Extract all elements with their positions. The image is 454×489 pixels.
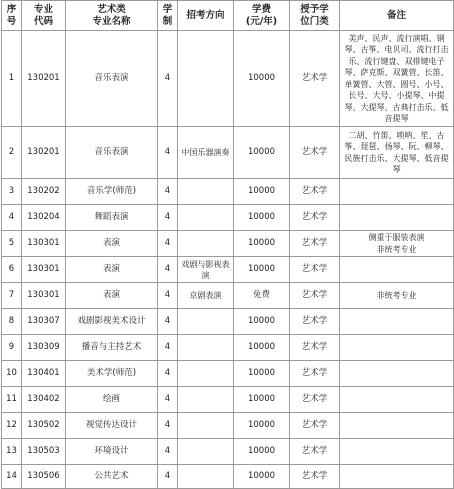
cell-dept: 艺术学 (290, 179, 340, 205)
cell-years: 4 (158, 127, 178, 179)
cell-direction (178, 465, 234, 489)
table-row (2, 465, 454, 489)
cell-direction (178, 439, 234, 465)
cell-code: 130204 (22, 205, 66, 231)
cell-direction (178, 31, 234, 127)
cell-name: 音乐学(师范) (66, 179, 158, 205)
cell-direction: 中国乐器演奏 (178, 127, 234, 179)
cell-name: 美术学(师范) (66, 361, 158, 387)
cell-fee: 10000 (234, 31, 290, 127)
cell-years: 4 (158, 387, 178, 413)
cell-direction (178, 309, 234, 335)
cell-code: 130301 (22, 283, 66, 309)
cell-dept: 艺术学 (290, 309, 340, 335)
cell-years: 4 (158, 31, 178, 127)
cell-note (340, 257, 454, 283)
cell-seq: 2 (2, 127, 22, 179)
cell-dept: 艺术学 (290, 257, 340, 283)
cell-years: 4 (158, 439, 178, 465)
cell-fee: 10000 (234, 127, 290, 179)
table-body (2, 31, 454, 489)
cell-dept: 艺术学 (290, 465, 340, 489)
cell-dept: 艺术学 (290, 335, 340, 361)
cell-seq: 1 (2, 31, 22, 127)
table-row (2, 361, 454, 387)
cell-fee: 10000 (234, 465, 290, 489)
cell-seq: 6 (2, 257, 22, 283)
cell-dept: 艺术学 (290, 127, 340, 179)
cell-note (340, 309, 454, 335)
cell-code: 130202 (22, 179, 66, 205)
cell-name: 表演 (66, 257, 158, 283)
cell-years: 4 (158, 205, 178, 231)
cell-direction (178, 361, 234, 387)
cell-seq: 3 (2, 179, 22, 205)
enrollment-table (1, 0, 454, 489)
cell-direction: 戏剧与影视表演 (178, 257, 234, 283)
cell-name: 舞蹈表演 (66, 205, 158, 231)
cell-name: 音乐表演 (66, 127, 158, 179)
cell-dept: 艺术学 (290, 31, 340, 127)
cell-code: 130506 (22, 465, 66, 489)
cell-name: 表演 (66, 231, 158, 257)
cell-name: 戏剧影视美术设计 (66, 309, 158, 335)
table-row (2, 439, 454, 465)
cell-code: 130401 (22, 361, 66, 387)
cell-years: 4 (158, 361, 178, 387)
table-row (2, 283, 454, 309)
cell-code: 130402 (22, 387, 66, 413)
cell-years: 4 (158, 257, 178, 283)
table-header-row (2, 1, 454, 31)
cell-seq: 11 (2, 387, 22, 413)
cell-years: 4 (158, 231, 178, 257)
cell-fee: 10000 (234, 179, 290, 205)
cell-direction (178, 179, 234, 205)
table-row (2, 257, 454, 283)
table-row (2, 231, 454, 257)
cell-direction (178, 413, 234, 439)
cell-dept: 艺术学 (290, 413, 340, 439)
cell-code: 130502 (22, 413, 66, 439)
cell-fee: 10000 (234, 335, 290, 361)
cell-seq: 9 (2, 335, 22, 361)
cell-dept: 艺术学 (290, 361, 340, 387)
cell-note (340, 413, 454, 439)
header-dept: 授予学 位门类 (290, 1, 340, 31)
header-fee: 学费 (元/年) (234, 1, 290, 31)
table-row (2, 387, 454, 413)
cell-name: 播音与主持艺术 (66, 335, 158, 361)
cell-seq: 14 (2, 465, 22, 489)
cell-seq: 13 (2, 439, 22, 465)
header-direction: 招考方向 (178, 1, 234, 31)
cell-dept: 艺术学 (290, 439, 340, 465)
cell-fee: 10000 (234, 387, 290, 413)
cell-seq: 5 (2, 231, 22, 257)
cell-direction (178, 335, 234, 361)
cell-code: 130301 (22, 231, 66, 257)
cell-seq: 7 (2, 283, 22, 309)
cell-fee: 10000 (234, 413, 290, 439)
cell-dept: 艺术学 (290, 231, 340, 257)
cell-fee: 10000 (234, 205, 290, 231)
cell-fee: 10000 (234, 231, 290, 257)
cell-code: 130201 (22, 31, 66, 127)
cell-note (340, 387, 454, 413)
cell-code: 130201 (22, 127, 66, 179)
cell-code: 130307 (22, 309, 66, 335)
cell-years: 4 (158, 309, 178, 335)
header-name: 艺术类 专业名称 (66, 1, 158, 31)
cell-code: 130301 (22, 257, 66, 283)
cell-fee: 10000 (234, 439, 290, 465)
table-row (2, 205, 454, 231)
cell-direction: 京剧表演 (178, 283, 234, 309)
table-row (2, 31, 454, 127)
cell-note: 美声、民声、流行演唱、钢琴、古筝、电贝司、流行打击乐、流行键盘、双排键电子琴、萨克斯、双簧管、长笛、单簧管、大管、圆号、小号、长号、大号、小提琴、中提琴、大提琴、古典打击乐、低音提琴 (340, 31, 454, 127)
cell-note (340, 179, 454, 205)
cell-note: 非统考专业 (340, 283, 454, 309)
cell-note (340, 439, 454, 465)
cell-code: 130503 (22, 439, 66, 465)
cell-name: 环境设计 (66, 439, 158, 465)
cell-note (340, 335, 454, 361)
cell-years: 4 (158, 179, 178, 205)
table-row (2, 335, 454, 361)
cell-years: 4 (158, 413, 178, 439)
cell-direction (178, 231, 234, 257)
cell-name: 视觉传达设计 (66, 413, 158, 439)
header-years: 学 制 (158, 1, 178, 31)
cell-note: 侧重于服装表演 非统考专业 (340, 231, 454, 257)
table-row (2, 127, 454, 179)
cell-dept: 艺术学 (290, 283, 340, 309)
cell-fee: 10000 (234, 309, 290, 335)
cell-fee: 10000 (234, 257, 290, 283)
cell-name: 公共艺术 (66, 465, 158, 489)
cell-note (340, 465, 454, 489)
cell-fee: 免费 (234, 283, 290, 309)
header-note: 备注 (340, 1, 454, 31)
cell-seq: 10 (2, 361, 22, 387)
cell-note (340, 361, 454, 387)
cell-years: 4 (158, 283, 178, 309)
header-code: 专业 代码 (22, 1, 66, 31)
cell-years: 4 (158, 335, 178, 361)
cell-code: 130309 (22, 335, 66, 361)
cell-fee: 10000 (234, 361, 290, 387)
table-row (2, 309, 454, 335)
cell-name: 表演 (66, 283, 158, 309)
cell-note: 二胡、竹笛、唢呐、笙、古筝、琵琶、扬琴、阮、柳琴、民族打击乐、大提琴、低音提琴 (340, 127, 454, 179)
table-row (2, 179, 454, 205)
cell-direction (178, 205, 234, 231)
cell-seq: 8 (2, 309, 22, 335)
cell-years: 4 (158, 465, 178, 489)
cell-note (340, 205, 454, 231)
cell-dept: 艺术学 (290, 387, 340, 413)
cell-dept: 艺术学 (290, 205, 340, 231)
cell-name: 绘画 (66, 387, 158, 413)
header-seq: 序 号 (2, 1, 22, 31)
table-row (2, 413, 454, 439)
cell-name: 音乐表演 (66, 31, 158, 127)
cell-seq: 4 (2, 205, 22, 231)
cell-direction (178, 387, 234, 413)
cell-seq: 12 (2, 413, 22, 439)
